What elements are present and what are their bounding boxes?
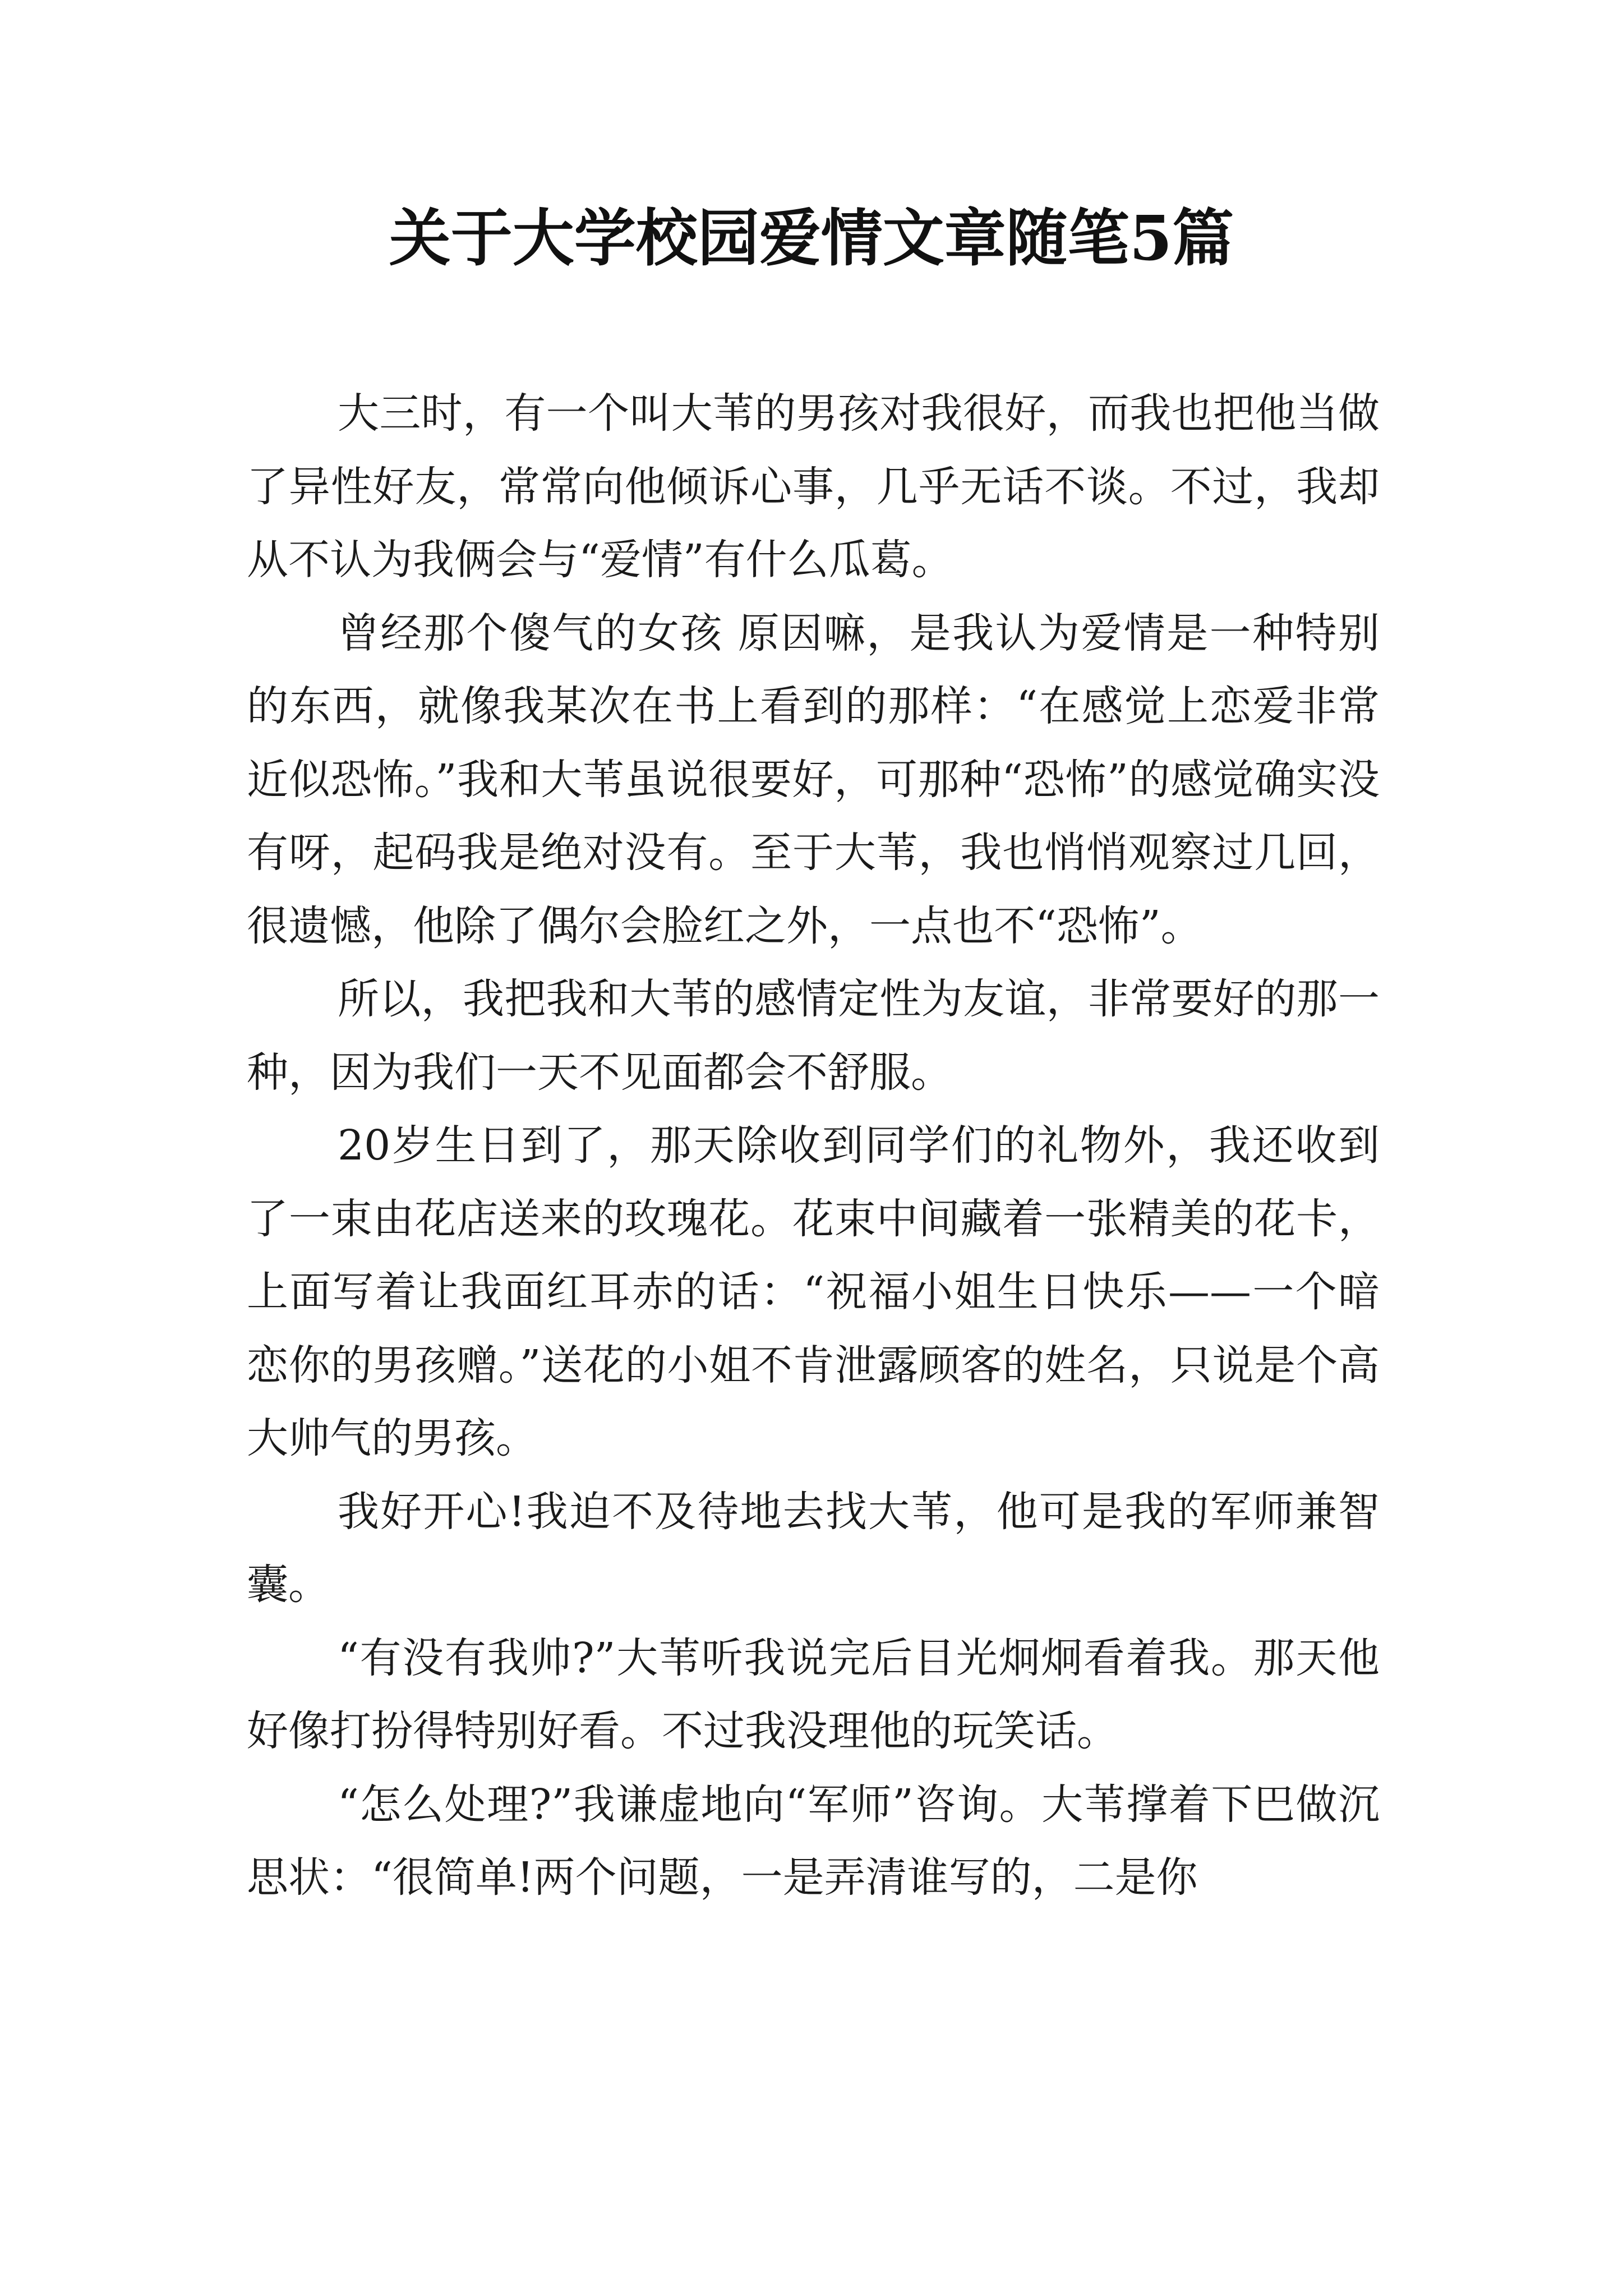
paragraph: “有没有我帅?”大苇听我说完后目光炯炯看着我。那天他好像打扮得特别好看。不过我没理他的玩笑话。 xyxy=(247,1634,1380,1755)
paragraph: “怎么处理?”我谦虚地向“军师”咨询。大苇撑着下巴做沉思状：“很简单!两个问题，一是弄清谁写的，二是你 xyxy=(247,1780,1380,1902)
document-body xyxy=(247,377,1380,1915)
document-title: 关于大学校园爱情文章随笔5篇 xyxy=(389,202,1234,274)
paragraph: 曾经那个傻气的女孩 原因嘛，是我认为爱情是一种特别的东西，就像我某次在书上看到的那样：“在感觉上恋爱非常近似恐怖。”我和大苇虽说很要好，可那种“恐怖”的感觉确实没有呀，起码我是绝对没有。至于大苇，我也悄悄观察过几回，很遗憾，他除了偶尔会脸红之外，一点也不“恐怖”。 xyxy=(247,609,1380,950)
paragraph: 我好开心!我迫不及待地去找大苇，他可是我的军师兼智囊。 xyxy=(247,1487,1380,1609)
paragraph: 20岁生日到了，那天除收到同学们的礼物外，我还收到了一束由花店送来的玫瑰花。花束中间藏着一张精美的花卡，上面写着让我面红耳赤的话：“祝福小姐生日快乐——一个暗恋你的男孩赠。”送花的小姐不肯泄露顾客的姓名，只说是个高大帅气的男孩。 xyxy=(247,1121,1380,1462)
paragraph: 所以，我把我和大苇的感情定性为友谊，非常要好的那一种，因为我们一天不见面都会不舒服。 xyxy=(247,975,1380,1097)
paragraph: 大三时，有一个叫大苇的男孩对我很好，而我也把他当做了异性好友，常常向他倾诉心事，几乎无话不谈。不过，我却从不认为我俩会与“爱情”有什么瓜葛。 xyxy=(247,389,1380,584)
